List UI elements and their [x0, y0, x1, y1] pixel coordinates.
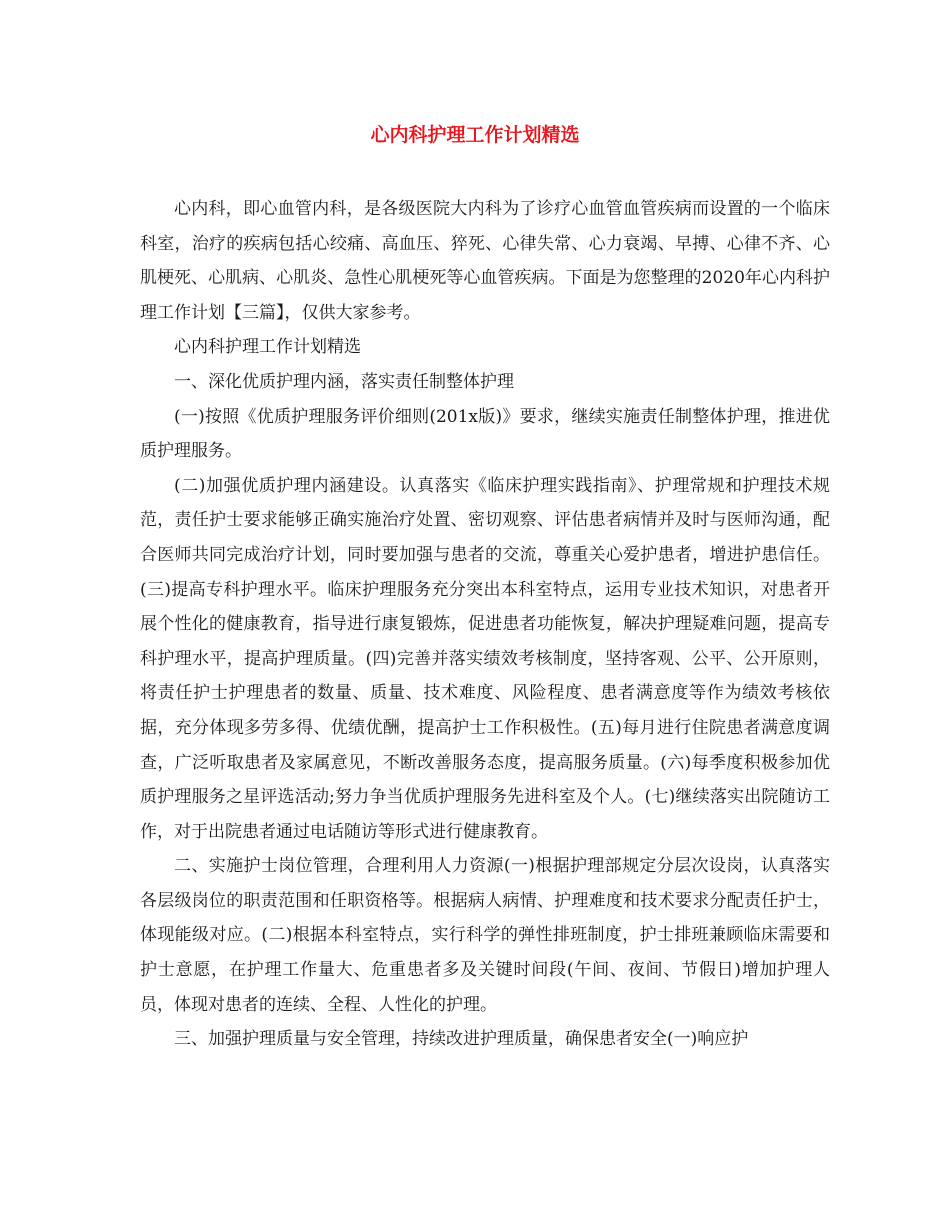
paragraph-section-2: 二、实施护士岗位管理，合理利用人力资源(一)根据护理部规定分层次设岗，认真落实各层级岗位的职责范围和任职资格等。根据病人病情、护理难度和技术要求分配责任护士，体现能级对应。(二)根据本科室特点，实行科学的弹性排班制度，护士排班兼顾临床需要和护士意愿，在护理工作量大、危重患者多及关键时间段(午间、夜间、节假日)增加护理人员，体现对患者的连续、全程、人性化的护理。: [140, 856, 830, 1015]
document-title: 心内科护理工作计划精选: [370, 124, 580, 146]
paragraph-section-1-heading: 一、深化优质护理内涵，落实责任制整体护理: [174, 371, 514, 392]
paragraph-section-1-item-2: (二)加强优质护理内涵建设。认真落实《临床护理实践指南》、护理常规和护理技术规范，责任护士要求能够正确实施治疗处置、密切观察、评估患者病情并及时与医师沟通，配合医师共同完成治疗计划，同时要加强与患者的交流，尊重关心爱护患者，增进护患信任。(三)提高专科护理水平。临床护理服务充分突出本科室特点，运用专业技术知识，对患者开展个性化的健康教育，指导进行康复锻炼，促进患者功能恢复，解决护理疑难问题，提高专科护理水平，提高护理质量。(四)完善并落实绩效考核制度，坚持客观、公平、公开原则，将责任护士护理患者的数量、质量、技术难度、风险程度、患者满意度等作为绩效考核依据，充分体现多劳多得、优绩优酬，提高护士工作积极性。(五)每月进行住院患者满意度调查，广泛听取患者及家属意见，不断改善服务态度，提高服务质量。(六)每季度积极参加优质护理服务之星评选活动;努力争当优质护理服务先进科室及个人。(七)继续落实出院随访工作，对于出院患者通过电话随访等形式进行健康教育。: [140, 475, 830, 842]
paragraph-section-3: 三、加强护理质量与安全管理，持续改进护理质量，确保患者安全(一)响应护: [174, 1029, 749, 1050]
paragraph-subtitle: 心内科护理工作计划精选: [174, 337, 361, 358]
paragraph-intro: 心内科，即心血管内科，是各级医院大内科为了诊疗心血管血管疾病而设置的一个临床科室，治疗的疾病包括心绞痛、高血压、猝死、心律失常、心力衰竭、早搏、心律不齐、心肌梗死、心肌病、心肌炎、急性心肌梗死等心血管疾病。下面是为您整理的2020年心内科护理工作计划【三篇】，仅供大家参考。: [140, 199, 830, 323]
document-body: [140, 192, 830, 1057]
paragraph-section-1-item-1: (一)按照《优质护理服务评价细则(201x版)》要求，继续实施责任制整体护理，推进优质护理服务。: [140, 406, 830, 462]
